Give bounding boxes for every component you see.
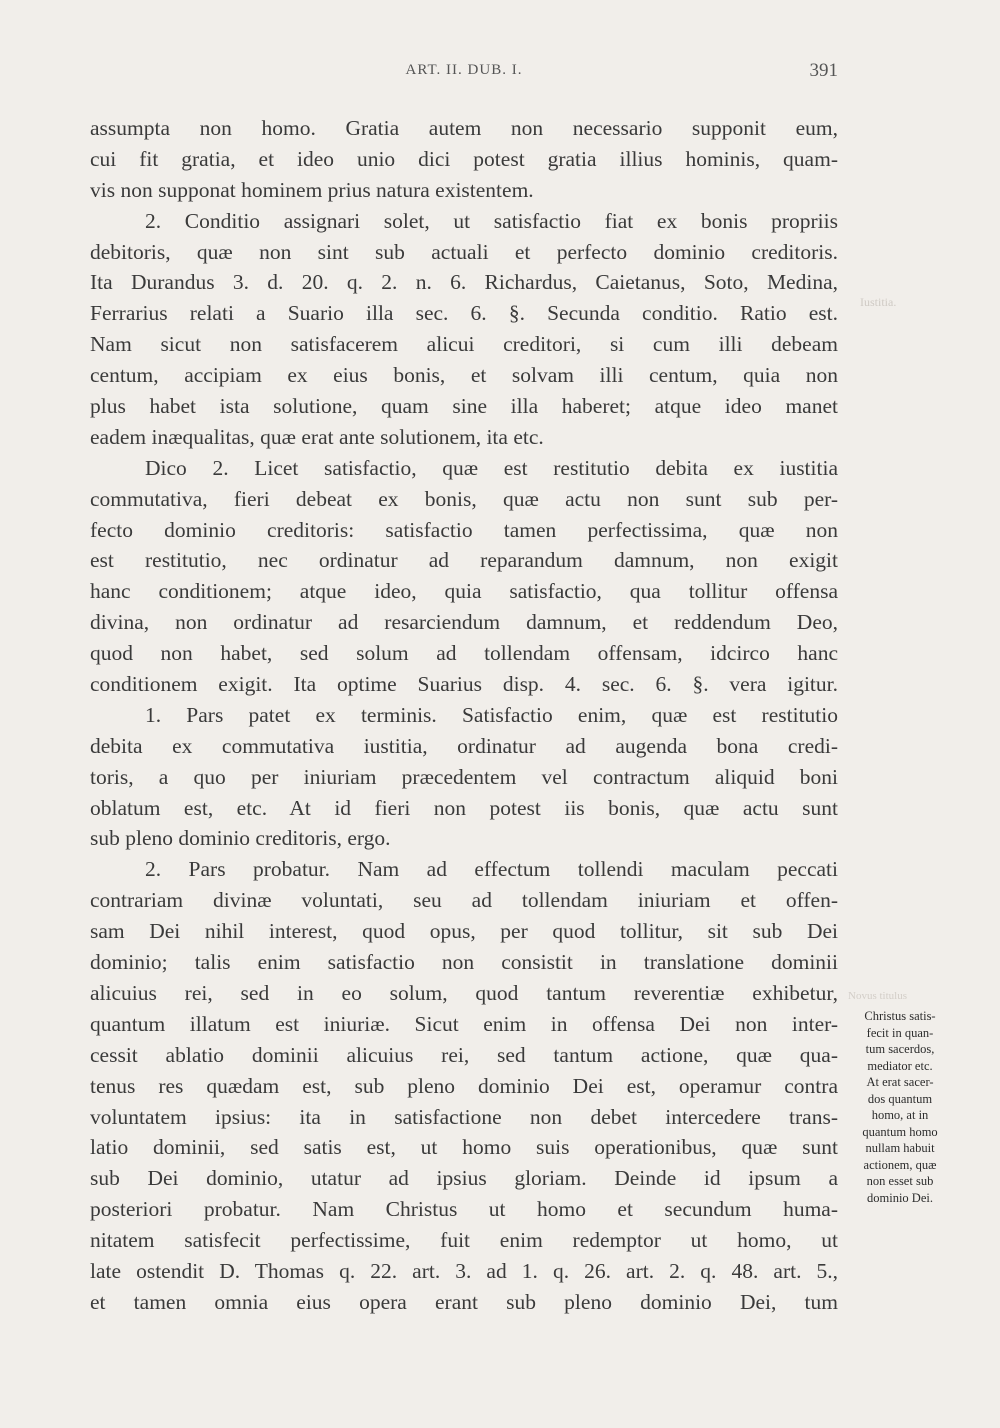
text-line: Dico 2. Licet satisfactio, quæ est restitutio debita ex iustitia — [145, 455, 838, 480]
text-line: cui fit gratia, et ideo unio dici potest gratia illius hominis, quam- — [90, 146, 838, 171]
text-line: eadem inæqualitas, quæ erat ante solutionem, ita etc. — [90, 424, 544, 449]
page-number: 391 — [809, 60, 838, 81]
body-text — [90, 113, 838, 1318]
marginal-note-line: tum sacerdos, — [865, 1042, 935, 1056]
text-line: 2. Pars probatur. Nam ad effectum tollendi maculam peccati — [145, 857, 838, 882]
text-line: et tamen omnia eius opera erant sub pleno dominio Dei, tum — [90, 1289, 838, 1314]
marginal-note-line: fecit in quan- — [866, 1025, 934, 1040]
page-header — [90, 62, 838, 86]
marginal-note-line: dos quantum — [867, 1091, 933, 1106]
marginal-note-line: homo, at in — [871, 1108, 929, 1122]
text-line: centum, accipiam ex eius bonis, et solvam illi centum, quia non — [90, 363, 838, 388]
text-line: alicuius rei, sed in eo solum, quod tantum reverentiæ exhibetur, — [90, 980, 838, 1005]
text-line: latio dominii, sed satis est, ut homo suis operationibus, quæ sunt — [90, 1135, 838, 1160]
text-line: Nam sicut non satisfacerem alicui creditori, si cum illi debeam — [90, 332, 838, 357]
text-line: 1. Pars patet ex terminis. Satisfactio enim, quæ est restitutio — [145, 702, 838, 727]
text-line: quantum illatum est iniuriæ. Sicut enim in offensa Dei non inter- — [90, 1011, 838, 1036]
marginal-note-line: dominio Dei. — [867, 1190, 933, 1205]
text-line: hanc conditionem; atque ideo, quia satisfactio, qua tollitur offensa — [90, 579, 838, 604]
marginal-note-line: mediator etc. — [867, 1058, 933, 1073]
running-head: ART. II. DUB. I. — [405, 62, 523, 78]
text-line: est restitutio, nec ordinatur ad reparandum damnum, non exigit — [90, 548, 838, 573]
text-line: Ferrarius relati a Suario illa sec. 6. §. Secunda conditio. Ratio est. — [90, 301, 838, 326]
text-line: fecto dominio creditoris: satisfactio tamen perfectissima, quæ non — [90, 517, 838, 542]
text-line: Ita Durandus 3. d. 20. q. 2. n. 6. Richardus, Caietanus, Soto, Medina, — [90, 270, 838, 295]
text-line: quod non habet, sed solum ad tollendam offensam, idcirco hanc — [90, 641, 838, 666]
marginal-note-line: non esset sub — [866, 1174, 934, 1188]
text-line: toris, a quo per iniuriam præcedentem vel contractum aliquid boni — [90, 764, 838, 789]
text-line: conditionem exigit. Ita optime Suarius disp. 4. sec. 6. §. vera igitur. — [90, 672, 838, 697]
marginal-note-line: At erat sacer- — [866, 1075, 934, 1089]
marginal-note-line: nullam habuit — [865, 1141, 935, 1155]
text-line: contrariam divinæ voluntati, seu ad tollendam iniuriam et offen- — [90, 888, 838, 913]
marginal-note-line: actionem, quæ — [863, 1157, 937, 1172]
show-through-text-lower: Novus titulus — [848, 990, 907, 1002]
show-through-text-upper: Iustitia. — [860, 295, 897, 309]
text-line: 2. Conditio assignari solet, ut satisfactio fiat ex bonis propriis — [145, 208, 838, 233]
text-line: posteriori probatur. Nam Christus ut homo et secundum huma- — [90, 1197, 838, 1222]
text-line: assumpta non homo. Gratia autem non necessario supponit eum, — [90, 116, 838, 140]
text-line: nitatem satisfecit perfectissime, fuit enim redemptor ut homo, ut — [90, 1228, 838, 1253]
marginal-note-line: Christus satis- — [864, 1009, 936, 1023]
text-line: sub Dei dominio, utatur ad ipsius gloriam. Deinde id ipsum a — [90, 1166, 838, 1191]
text-line: dominio; talis enim satisfactio non consistit in translatione dominii — [90, 950, 838, 975]
text-line: vis non supponat hominem prius natura existentem. — [90, 177, 534, 202]
text-line: voluntatem ipsius: ita in satisfactione non debet intercedere trans- — [90, 1104, 838, 1129]
text-line: sub pleno dominio creditoris, ergo. — [90, 826, 391, 851]
text-line: late ostendit D. Thomas q. 22. art. 3. ad 1. q. 26. art. 2. q. 48. art. 5., — [90, 1258, 838, 1283]
text-line: tenus res quædam est, sub pleno dominio Dei est, operamur contra — [90, 1073, 838, 1098]
text-line: debitoris, quæ non sint sub actuali et perfecto dominio creditoris. — [90, 239, 838, 264]
text-line: plus habet ista solutione, quam sine illa haberet; atque ideo manet — [90, 394, 838, 419]
marginal-note-line: quantum homo — [862, 1124, 938, 1139]
text-line: commutativa, fieri debeat ex bonis, quæ actu non sunt sub per- — [90, 486, 838, 511]
text-line: debita ex commutativa iustitia, ordinatur ad augenda bona credi- — [90, 733, 838, 758]
marginal-note — [845, 1008, 955, 1206]
text-line: cessit ablatio dominii alicuius rei, sed tantum actione, quæ qua- — [90, 1042, 838, 1067]
text-line: divina, non ordinatur ad resarciendum damnum, et reddendum Deo, — [90, 610, 838, 635]
text-line: oblatum est, etc. At id fieri non potest iis bonis, quæ actu sunt — [90, 795, 838, 820]
text-line: sam Dei nihil interest, quod opus, per quod tollitur, sit sub Dei — [90, 919, 838, 944]
